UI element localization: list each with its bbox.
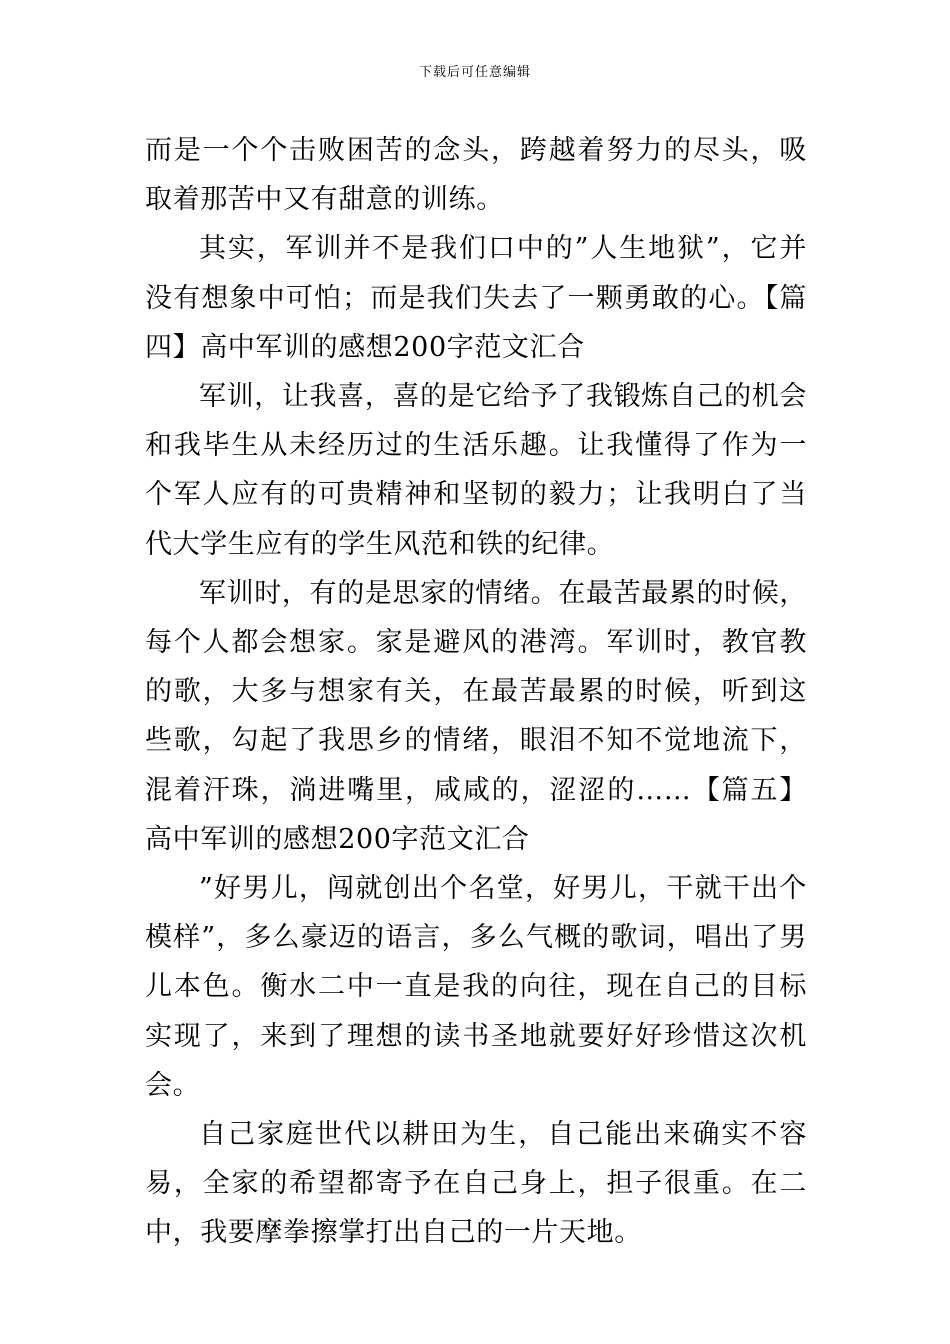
- paragraph-4: 军训时，有的是思家的情绪。在最苦最累的时候，每个人都会想家。家是避风的港湾。军训时，教官教的歌，大多与想家有关，在最苦最累的时候，听到这些歌，勾起了我思乡的情绪，眼泪不知不觉地流下，混着汗珠，淌进嘴里，咸咸的，涩涩的……【篇五】高中军训的感想200字范文汇合: [145, 577, 807, 855]
- page-header: 下载后可任意编辑: [418, 65, 531, 80]
- paragraph-6: 自己家庭世代以耕田为生，自己能出来确实不容易，全家的希望都寄予在自己身上，担子很重。在二中，我要摩拳擦掌打出自己的一片天地。: [145, 1119, 807, 1249]
- paragraph-1: 而是一个个击败困苦的念头，跨越着努力的尽头，吸取着那苦中又有甜意的训练。: [145, 135, 807, 216]
- paragraph-5: ”好男儿，闯就创出个名堂，好男儿，干就干出个模样”，多么豪迈的语言，多么气概的歌词，唱出了男儿本色。衡水二中一直是我的向往，现在自己的目标实现了，来到了理想的读书圣地就要好好珍惜这次机会。: [145, 873, 807, 1101]
- paragraph-3: 军训，让我喜，喜的是它给予了我锻炼自己的机会和我毕生从未经历过的生活乐趣。让我懂得了作为一个军人应有的可贵精神和坚韧的毅力；让我明白了当代大学生应有的学生风范和铁的纪律。: [145, 381, 807, 560]
- document-body: [145, 126, 807, 1258]
- paragraph-2: 其实，军训并不是我们口中的”人生地狱”，它并没有想象中可怕；而是我们失去了一颗勇敢的心。【篇四】高中军训的感想200字范文汇合: [145, 233, 807, 363]
